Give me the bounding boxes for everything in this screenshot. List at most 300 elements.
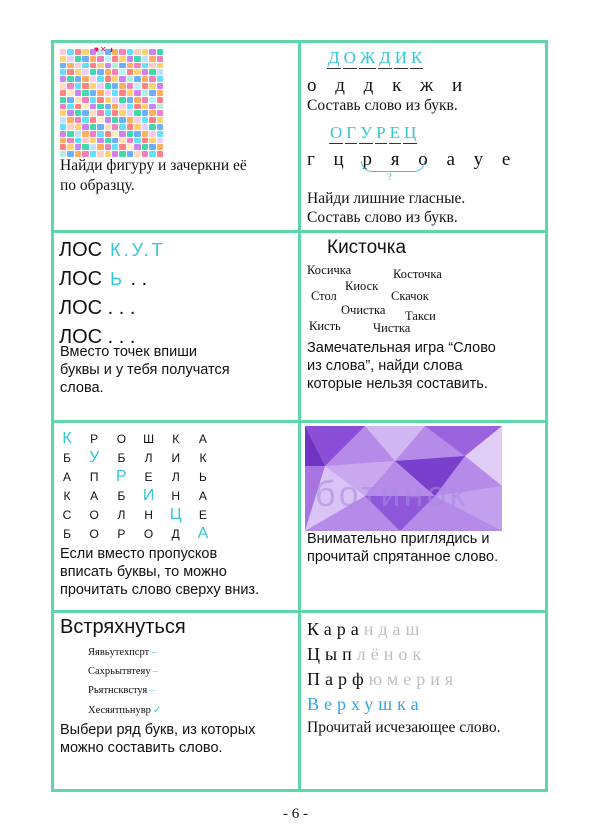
grid-letter: Н [144,507,153,522]
pattern-symbol [142,90,148,96]
caption: Прочитай исчезающее слово. [307,719,501,736]
grid-letter: Р [116,467,127,485]
pattern-symbol [112,90,118,96]
pattern-symbol [82,138,88,144]
pattern-symbol [157,49,163,55]
pattern-symbol [119,131,125,137]
pattern-symbol [75,83,81,89]
shake-letters: Сахрьытвтеяу [88,666,151,677]
grid-letter: А [198,431,207,446]
pattern-symbol [112,138,118,144]
pattern-symbol [112,97,118,103]
pattern-symbol [105,69,111,75]
kistochka-title: Кисточка [327,237,407,258]
pattern-symbol [90,76,96,82]
pattern-symbol [82,56,88,62]
pattern-symbol [97,97,103,103]
pattern-symbol [119,56,125,62]
pattern-symbol [142,104,148,110]
word-3: Киоск [345,279,379,293]
grid-letter: Л [117,507,126,522]
pattern-symbol [112,131,118,137]
pattern-symbol [134,76,140,82]
grid-letter: Е [144,469,153,484]
grid-letter: Б [117,488,126,503]
pattern-symbol [142,117,148,123]
word-6: Очистка [341,303,386,317]
pattern-symbol [75,63,81,69]
pattern-symbol [67,124,73,130]
answer-letter: Е [389,123,401,142]
fading-faded: лёнок [356,644,427,664]
pattern-symbol [119,63,125,69]
pattern-symbol [157,138,163,144]
pattern-symbol [90,144,96,150]
pattern-symbol [82,97,88,103]
pattern-symbol [142,83,148,89]
word-5: Скачок [391,289,429,303]
pattern-symbol [75,144,81,150]
los-row [59,268,147,291]
pattern-symbol [119,117,125,123]
los-stem: ЛОС [59,297,103,319]
pattern-symbol [90,49,96,55]
grid-letter: О [116,431,127,446]
pattern-symbol [90,69,96,75]
grid-letter: Р [117,526,126,541]
pattern-symbol [67,83,73,89]
grid-letter: И [142,486,155,504]
pattern-symbol [75,90,81,96]
pattern-symbol [134,124,140,130]
grid-letter: Д [171,526,180,541]
pattern-symbol [127,63,133,69]
pattern-symbol [67,144,73,150]
pattern-symbol [112,69,118,75]
pattern-symbol [157,110,163,116]
pattern-symbol [149,131,155,137]
pattern-symbol [127,124,133,130]
los-dots: . . . [102,326,136,348]
pattern-symbol [60,138,66,144]
pattern-symbol [134,131,140,137]
fading-row [307,669,458,690]
cell-los [54,233,298,420]
pattern-symbol [75,76,81,82]
pattern-symbol [127,144,133,150]
pattern-symbol [75,117,81,123]
pattern-symbol [105,97,111,103]
grid-letter: К [199,450,207,465]
pattern-symbol [67,131,73,137]
pattern-symbol [119,110,125,116]
pattern-symbol [105,138,111,144]
pattern-symbol [149,63,155,69]
fading-row [307,694,424,715]
pattern-symbol [157,144,163,150]
pattern-symbol [149,117,155,123]
fading-faded: ндаш [363,619,425,639]
pattern-symbol [157,97,163,103]
pattern-symbol [105,83,111,89]
pattern-symbol [75,138,81,144]
grid-letter: Л [171,469,180,484]
pattern-symbol [149,49,155,55]
pattern-symbol [75,97,81,103]
caption-line-2: прочитай спрятанное слово. [307,549,499,565]
los-added-letters: Ь [102,269,125,289]
word-1: Косичка [307,263,352,277]
word-2: Косточка [393,267,442,281]
pattern-symbol [60,76,66,82]
pattern-symbol [82,63,88,69]
pattern-symbol [119,83,125,89]
pattern-symbol [75,104,81,110]
pattern-symbol [90,63,96,69]
pattern-symbol [142,144,148,150]
answer-word-2 [329,123,419,144]
caption-line-3: слова. [60,380,104,396]
pattern-symbol [60,117,66,123]
pattern-symbol [105,144,111,150]
los-stem: ЛОС [59,239,103,261]
fading-strong: Парф [307,669,369,689]
pattern-symbol [127,104,133,110]
pattern-symbol [112,63,118,69]
pattern-symbol [105,90,111,96]
fading-strong: Цып [307,644,357,664]
pattern-symbol [134,138,140,144]
pattern-symbol [119,76,125,82]
grid-letter: П [89,469,99,484]
pattern-symbol [127,49,133,55]
shake-row [88,685,155,696]
pattern-symbol [105,110,111,116]
cell-compose-words [301,43,545,230]
pattern-symbol [60,69,66,75]
grid-letter: Р [90,431,99,446]
pattern-symbol [157,69,163,75]
pattern-symbol [105,63,111,69]
pattern-symbol [112,110,118,116]
pattern-symbol [134,83,140,89]
pattern-symbol [75,69,81,75]
pattern-symbol [149,97,155,103]
pattern-symbol [75,110,81,116]
pattern-symbol [149,69,155,75]
pattern-symbol [142,63,148,69]
pattern-symbol [127,117,133,123]
grid-letter: Л [144,450,153,465]
grid-letter: А [62,469,71,484]
pattern-symbol [97,76,103,82]
pattern-symbol [142,97,148,103]
grid-letter: А [197,524,209,542]
grid-letter: А [198,488,207,503]
letter-grid [60,429,210,543]
grid-letter: И [171,450,181,465]
pattern-symbol [157,56,163,62]
pattern-symbol [127,97,133,103]
grid-letter: О [89,526,99,541]
hidden-word: ботинок [315,473,469,514]
pattern-symbol [97,69,103,75]
letters-row-1: о д д к ж и [307,75,470,96]
pattern-symbol [67,104,73,110]
word-9: Чистка [373,321,411,335]
pattern-symbol [149,90,155,96]
answer-letter: Ц [404,123,417,142]
caption-line-1: Вместо точек впиши [60,344,197,360]
pattern-symbol [134,97,140,103]
answer-letter: У [360,123,373,142]
cell-kistochka [301,233,545,420]
pattern-symbol [112,104,118,110]
pattern-symbol [157,117,163,123]
pattern-symbol [134,144,140,150]
pattern-symbol [67,76,73,82]
pattern-symbol [90,138,96,144]
pattern-symbol [157,131,163,137]
answer-letter: О [343,48,356,67]
pattern-symbol [60,124,66,130]
pattern-symbol [97,144,103,150]
pattern-symbol [149,83,155,89]
answer-letter: О [330,123,343,142]
pattern-symbol [112,117,118,123]
pattern-symbol [149,124,155,130]
grid-letter: Ш [143,431,155,446]
fading-strong: Кара [307,619,364,639]
grid-row [60,524,210,543]
pattern-symbol [149,144,155,150]
los-stem: ЛОС [59,268,103,290]
pattern-symbol [119,69,125,75]
pattern-symbol [112,56,118,62]
letters-row-2: г ц р я о а у е [307,149,518,170]
grid-letter: Б [63,450,71,465]
pattern-symbol [157,83,163,89]
caption-line-1: Составь слово из букв. [307,97,458,114]
pattern-symbol [90,124,96,130]
fading-row [307,644,426,665]
pattern-symbol [112,83,118,89]
answer-word-1 [327,48,425,69]
pattern-symbol [67,110,73,116]
pattern-symbol [75,56,81,62]
pattern-symbol [105,117,111,123]
pattern-symbol [60,97,66,103]
answer-letter: И [394,48,408,67]
pattern-symbol [82,110,88,116]
pattern-symbol [97,104,103,110]
pattern-symbol [149,76,155,82]
los-dots: . . . [102,297,136,319]
pattern-symbol [127,69,133,75]
pattern-symbol [82,144,88,150]
pattern-symbol [134,110,140,116]
pattern-symbol [90,131,96,137]
grid-row [60,486,210,505]
pattern-symbol [60,83,66,89]
page-number: - 6 - [283,806,308,822]
grid-letter: Ц [169,505,182,523]
pattern-symbol [112,144,118,150]
pattern-symbol [105,49,111,55]
shake-letters: Яявьутехпсрт [88,647,150,658]
pattern-symbol [142,138,148,144]
pattern-symbol [112,49,118,55]
grid-letter: О [143,526,154,541]
los-dots: . . [124,268,148,290]
grid-letter: К [63,488,71,503]
pattern-symbol [90,104,96,110]
fading-faded: юмерия [368,669,459,689]
pattern-symbol [82,49,88,55]
pattern-symbol [67,90,73,96]
pattern-symbol [127,110,133,116]
caption-line-2: Найди лишние гласные. [307,190,466,207]
shake-letters: Рьятнсквстуя [88,685,148,696]
pattern-symbol [97,49,103,55]
pattern-symbol [119,90,125,96]
fading-strong: Верхушка [307,694,424,714]
los-added-letters: К.У.Т [102,240,166,260]
pattern-symbol [60,131,66,137]
cell-hidden-word [301,423,545,610]
pattern-symbol [142,56,148,62]
pattern-symbol [82,117,88,123]
pattern-symbol [60,104,66,110]
pattern-symbol [75,124,81,130]
pattern-symbol [60,110,66,116]
pattern-symbol [157,90,163,96]
answer-letter: Д [328,48,340,67]
caption-line-2: вписать буквы, то можно [60,564,227,580]
caption-line-2: по образцу. [60,177,135,194]
check-icon: ✓ [152,705,162,716]
pattern-symbol [82,124,88,130]
symbol-pattern [60,49,163,157]
pattern-symbol [157,124,163,130]
cell-shake [54,613,298,789]
pattern-symbol [149,56,155,62]
cell-fading-word [301,613,545,789]
pattern-symbol [90,117,96,123]
grid-letter: К [62,429,72,447]
cell-find-figure [54,43,298,230]
pattern-symbol [82,69,88,75]
pattern-symbol [127,76,133,82]
pattern-symbol [134,49,140,55]
pattern-symbol [67,56,73,62]
dash-mark: – [149,685,155,696]
pattern-symbol [97,56,103,62]
pattern-symbol [75,131,81,137]
caption-line-2: из слова”, найди слова [307,358,463,374]
pattern-symbol [90,97,96,103]
pattern-symbol [149,138,155,144]
pattern-symbol [134,56,140,62]
grid-letter: У [89,448,100,466]
pattern-symbol [97,63,103,69]
grid-letter: А [90,488,99,503]
pattern-symbol [82,83,88,89]
caption-line-1: Найди фигуру и зачеркни её [60,157,247,174]
pattern-symbol [75,49,81,55]
pattern-symbol [119,97,125,103]
pattern-symbol [142,69,148,75]
caption-line-1: Внимательно приглядись и [307,531,490,547]
pattern-symbol [127,90,133,96]
pattern-symbol [119,49,125,55]
pattern-symbol [119,138,125,144]
answer-letter: Р [376,123,386,142]
pattern-symbol [134,117,140,123]
pattern-symbol [97,131,103,137]
grid-row [60,505,210,524]
pattern-symbol [127,138,133,144]
caption-line-3: прочитать слово сверху вниз. [60,582,260,598]
pattern-symbol [105,104,111,110]
caption-line-3: которые нельзя составить. [307,376,488,392]
pattern-symbol [90,90,96,96]
grid-letter: Ь [199,469,207,484]
answer-letter: К [411,48,423,67]
los-row [59,297,135,320]
pattern-symbol [142,110,148,116]
pattern-symbol [90,56,96,62]
pattern-symbol [60,56,66,62]
caption-line-1: Замечательная игра “Слово [307,340,496,356]
pattern-symbol [97,110,103,116]
los-row [59,239,166,262]
answer-letter: Д [379,48,391,67]
pattern-symbol [112,124,118,130]
pattern-symbol [67,97,73,103]
grid-row [60,448,210,467]
pattern-symbol [105,56,111,62]
pattern-symbol [119,144,125,150]
pattern-symbol [112,76,118,82]
word-7: Такси [405,309,436,323]
grid-letter: Е [198,507,207,522]
pattern-symbol [67,63,73,69]
grid-letter: Б [117,450,126,465]
brace-mark [361,161,425,172]
grid-letter: Н [171,488,181,503]
pattern-symbol [119,104,125,110]
pattern-symbol [67,69,73,75]
pattern-symbol [60,144,66,150]
shake-row [88,704,162,716]
pattern-symbol [149,110,155,116]
pattern-symbol [97,124,103,130]
pattern-symbol [97,83,103,89]
pattern-symbol [67,49,73,55]
shake-title: Встряхнуться [60,616,186,638]
pattern-symbol [105,76,111,82]
pattern-symbol [90,83,96,89]
pattern-symbol [134,69,140,75]
grid-letter: О [89,507,99,522]
pattern-symbol [105,124,111,130]
word-4: Стол [311,289,337,303]
answer-letter: Г [346,123,357,142]
question-mark: ? [387,171,392,183]
pattern-symbol [134,63,140,69]
pattern-symbol [149,104,155,110]
